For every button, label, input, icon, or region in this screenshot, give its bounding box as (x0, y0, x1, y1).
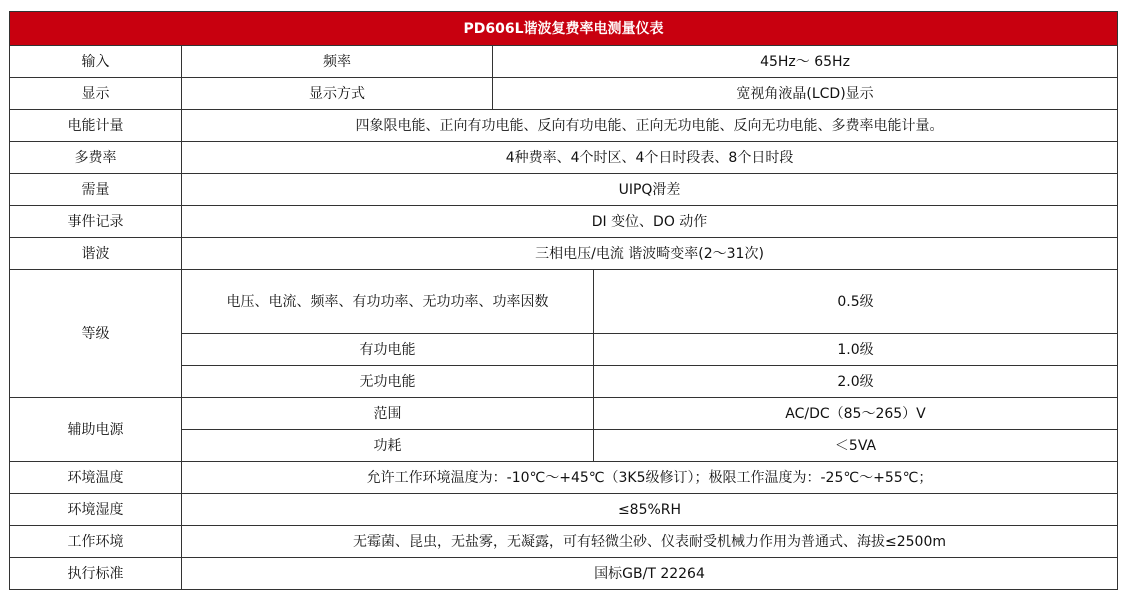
row-value-input: 45Hz～ 65Hz (493, 46, 1118, 78)
row-value-power-2: ＜5VA (594, 430, 1118, 462)
row-value-multirate: 4种费率、4个时区、4个日时段表、8个日时段 (182, 142, 1118, 174)
row-value-display: 宽视角液晶(LCD)显示 (493, 78, 1118, 110)
row-sub-power-1: 范围 (182, 398, 594, 430)
row-sub-display: 显示方式 (182, 78, 493, 110)
row-label-events: 事件记录 (10, 206, 182, 238)
row-label-demand: 需量 (10, 174, 182, 206)
row-label-display: 显示 (10, 78, 182, 110)
row-value-energy: 四象限电能、正向有功电能、反向有功电能、正向无功电能、反向无功电能、多费率电能计量。 (182, 110, 1118, 142)
row-label-harmonic: 谐波 (10, 238, 182, 270)
table-title: PD606L谐波复费率电测量仪表 (10, 12, 1118, 46)
row-label-input: 输入 (10, 46, 182, 78)
table-row (10, 142, 1118, 174)
row-label-standard: 执行标准 (10, 558, 182, 590)
table-row (10, 526, 1118, 558)
row-value-accuracy-3: 2.0级 (594, 366, 1118, 398)
row-sub-accuracy-2: 有功电能 (182, 334, 594, 366)
row-label-power: 辅助电源 (10, 398, 182, 462)
row-sub-accuracy-3: 无功电能 (182, 366, 594, 398)
row-value-power-1: AC/DC（85～265）V (594, 398, 1118, 430)
row-label-energy: 电能计量 (10, 110, 182, 142)
row-value-temperature: 允许工作环境温度为：-10℃～+45℃（3K5级修订）；极限工作温度为：-25℃～+55℃； (182, 462, 1118, 494)
table-row (10, 110, 1118, 142)
table-row (10, 398, 1118, 430)
row-label-humidity: 环境湿度 (10, 494, 182, 526)
table-row (10, 270, 1118, 334)
row-value-harmonic: 三相电压/电流 谐波畸变率(2～31次) (182, 238, 1118, 270)
row-value-standard: 国标GB/T 22264 (182, 558, 1118, 590)
row-label-environment: 工作环境 (10, 526, 182, 558)
table-row (10, 174, 1118, 206)
row-label-multirate: 多费率 (10, 142, 182, 174)
table-row (10, 558, 1118, 590)
row-sub-input: 频率 (182, 46, 493, 78)
row-value-events: DI 变位、DO 动作 (182, 206, 1118, 238)
row-value-accuracy-2: 1.0级 (594, 334, 1118, 366)
table-row (10, 206, 1118, 238)
row-value-accuracy-1: 0.5级 (594, 270, 1118, 334)
row-label-temperature: 环境温度 (10, 462, 182, 494)
row-value-humidity: ≤85%RH (182, 494, 1118, 526)
table-row (10, 78, 1118, 110)
table-row (10, 238, 1118, 270)
row-value-demand: UIPQ滑差 (182, 174, 1118, 206)
table-row (10, 462, 1118, 494)
row-sub-power-2: 功耗 (182, 430, 594, 462)
spec-table (9, 11, 1118, 590)
table-row (10, 494, 1118, 526)
row-sub-accuracy-1: 电压、电流、频率、有功功率、无功功率、功率因数 (182, 270, 594, 334)
row-label-accuracy: 等级 (10, 270, 182, 398)
row-value-environment: 无霉菌、昆虫，无盐雾，无凝露，可有轻微尘砂、仪表耐受机械力作用为普通式、海拔≤2500m (182, 526, 1118, 558)
table-row (10, 46, 1118, 78)
title-row (10, 12, 1118, 46)
